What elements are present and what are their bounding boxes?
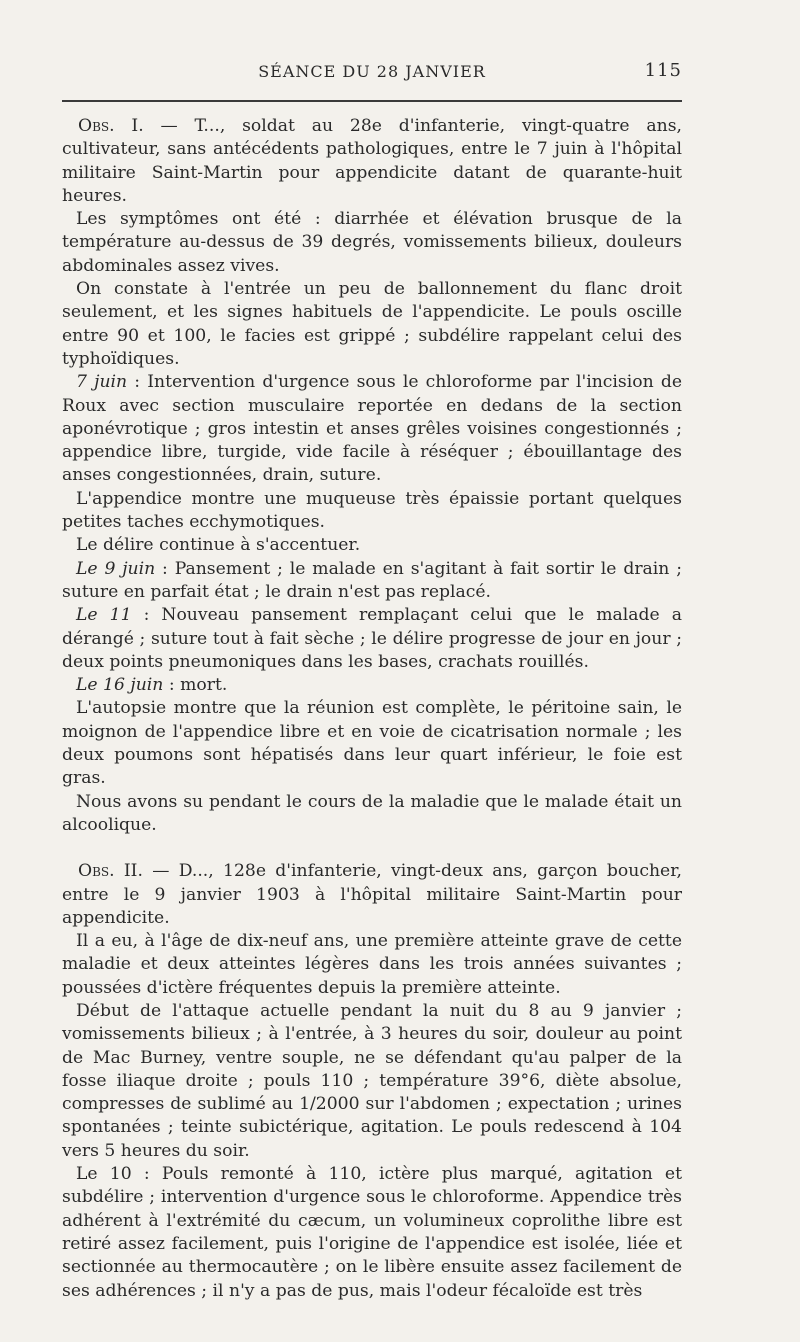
paragraph-text: : Pansement ; le malade en s'agitant à fait sortir le drain ; suture en parfait état ; le drain n'est pas replacé. — [62, 558, 682, 602]
paragraph-text: : mort. — [163, 675, 228, 696]
paragraph-text: — T..., soldat au 28e d'infanterie, vingt-quatre ans, cultivateur, sans antécédents pathologiques, entre le 7 juin à l'hôpital militaire Saint-Martin pour appendicite datant de quarante-huit heures. — [62, 116, 682, 206]
paragraph — [62, 558, 682, 605]
paragraph-text: : Intervention d'urgence sous le chloroforme par l'incision de Roux avec section musculaire reportée en dedans de la section aponévrotique ; gros intestin et anses grêles voisines congestionnés ; appendice libre, turgide, vide facile à réséquer ; ébouillantage des anses congestionnées, drain, suture. — [62, 372, 682, 486]
paragraph-text: — D..., 128e d'infanterie, vingt-deux ans, garçon boucher, entre le 9 janvier 1903 à l'hôpital militaire Saint-Martin pour appendicite. — [62, 861, 682, 928]
obs-label: Obs. II. — [78, 861, 143, 882]
paragraph: Début de l'attaque actuelle pendant la nuit du 8 au 9 janvier ; vomissements bilieux ; à l'entrée, à 3 heures du soir, douleur au point de Mac Burney, ventre souple, ne se défendant qu'au palper de la fosse iliaque droite ; pouls 110 ; température 39°6, diète absolue, compresses de sublimé au 1/2000 sur l'abdomen ; expectation ; urines spontanées ; teinte subictérique, agitation. Le pouls redescend à 104 vers 5 heures du soir. — [62, 1000, 682, 1161]
date-lead: Le 16 juin — [76, 675, 164, 696]
paragraph — [62, 604, 682, 674]
date-lead: Le 11 — [76, 605, 132, 626]
paragraph-obs-2-intro — [62, 860, 682, 930]
date-lead: Le 9 juin — [76, 558, 156, 579]
paragraph-obs-1-intro — [62, 115, 682, 208]
header-rule — [62, 100, 682, 102]
paragraph — [62, 371, 682, 487]
page-number: 115 — [644, 60, 682, 81]
paragraph: Les symptômes ont été : diarrhée et élévation brusque de la température au-dessus de 39 degrés, vomissements bilieux, douleurs abdominales assez vives. — [62, 209, 682, 276]
date-lead: 7 juin — [76, 372, 128, 393]
paragraph: Nous avons su pendant le cours de la maladie que le malade était un alcoolique. — [62, 791, 682, 835]
paragraph: L'autopsie montre que la réunion est complète, le péritoine sain, le moignon de l'appendice libre et en voie de cicatrisation normale ; les deux poumons sont hépatisés dans leur quart inférieur, le foie est gras. — [62, 698, 682, 789]
paragraph-text: : Nouveau pansement remplaçant celui que le malade a dérangé ; suture tout à fait sèche ; le délire progresse de jour en jour ; deux points pneumoniques dans les bases, crachats rouillés. — [62, 605, 682, 672]
paragraph: Il a eu, à l'âge de dix-neuf ans, une première atteinte grave de cette maladie et deux atteintes légères dans les trois années suivantes ; poussées d'ictère fréquentes depuis la première atteinte. — [62, 931, 682, 998]
header-title: SÉANCE DU 28 JANVIER — [258, 62, 486, 81]
running-header — [62, 60, 682, 88]
paragraph: Le 10 : Pouls remonté à 110, ictère plus marqué, agitation et subdélire ; intervention d'urgence sous le chloroforme. Appendice très adhérent à l'extrémité du cæcum, un volumineux coprolithe libre est retiré assez facilement, puis l'origine de l'appendice est isolée, liée et sectionnée au thermocautère ; on le libère ensuite assez facilement de ses adhérences ; il n'y a pas de pus, mais l'odeur fécaloïde est très — [62, 1164, 682, 1301]
paragraph: On constate à l'entrée un peu de ballonnement du flanc droit seulement, et les signes habituels de l'appendicite. Le pouls oscille entre 90 et 100, le facies est grippé ; subdélire rappelant celui des typhoïdiques. — [62, 279, 682, 369]
paragraph — [62, 674, 682, 697]
body-text — [62, 115, 682, 1303]
paragraph: L'appendice montre une muqueuse très épaissie portant quelques petites taches ecchymotiques. — [62, 488, 682, 533]
paragraph: Le délire continue à s'accentuer. — [76, 535, 361, 556]
obs-label: Obs. I. — [78, 116, 144, 136]
